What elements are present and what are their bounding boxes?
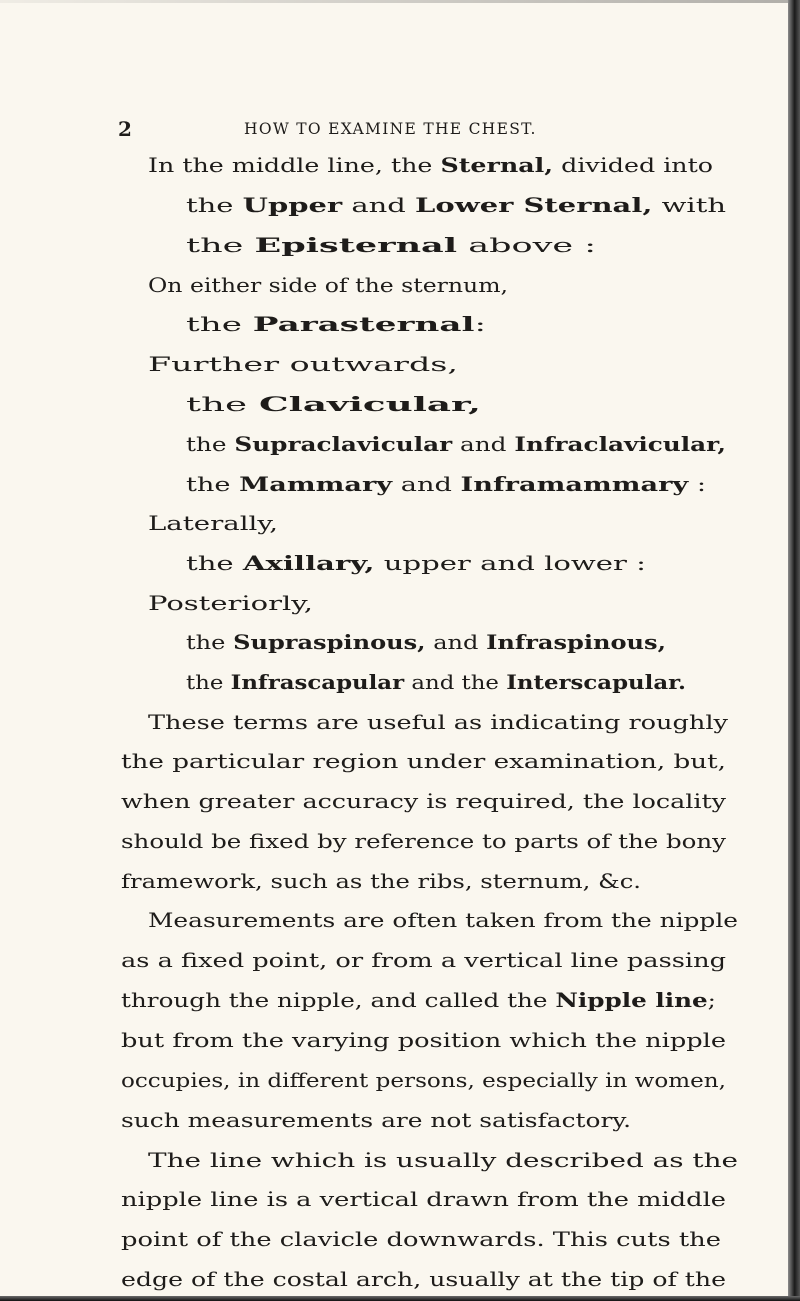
anatomical-term: Mammary xyxy=(239,472,393,496)
text-run: the xyxy=(186,392,259,416)
text-line xyxy=(121,1106,631,1134)
text-line xyxy=(121,747,726,775)
text-line xyxy=(186,668,686,696)
text-run: divided into xyxy=(553,153,714,177)
text-run: and xyxy=(425,630,487,654)
text-line xyxy=(186,390,481,418)
anatomical-term: Episternal xyxy=(254,233,458,257)
page-bottom-edge xyxy=(0,1296,800,1301)
text-run: the xyxy=(186,551,243,575)
anatomical-term: Axillary, xyxy=(242,551,375,575)
text-line xyxy=(186,549,646,577)
text-line xyxy=(121,867,641,895)
text-run: : xyxy=(688,472,707,496)
text-line xyxy=(121,1265,726,1293)
text-run: and xyxy=(342,193,416,217)
text-run: In the middle line, the xyxy=(148,153,441,177)
text-run: with xyxy=(652,193,727,217)
text-run: Further outwards, xyxy=(148,352,458,376)
text-line xyxy=(186,231,596,259)
text-line xyxy=(121,1066,726,1094)
text-run: such measurements are not satisfactory. xyxy=(121,1108,632,1132)
text-run: framework, such as the ribs, sternum, &c. xyxy=(121,869,642,893)
text-run: as a fixed point, or from a vertical line passing xyxy=(121,948,726,972)
text-run: the xyxy=(186,472,240,496)
text-run: and xyxy=(392,472,461,496)
text-run: and xyxy=(452,432,515,456)
text-run: the xyxy=(186,193,243,217)
text-line xyxy=(121,946,726,974)
text-line xyxy=(186,191,726,219)
text-run: Measurements are often taken from the nipple xyxy=(148,908,738,932)
text-line xyxy=(148,906,738,934)
text-run: and the xyxy=(404,670,507,694)
anatomical-term: Supraclavicular xyxy=(234,432,453,456)
text-run: On either side of the sternum, xyxy=(148,273,509,297)
anatomical-term: Infraspinous, xyxy=(486,630,666,654)
running-head: HOW TO EXAMINE THE CHEST. xyxy=(244,120,537,138)
text-run: edge of the costal arch, usually at the tip of the xyxy=(121,1267,726,1291)
text-line xyxy=(186,470,706,498)
text-line xyxy=(186,430,726,458)
text-run: Posteriorly, xyxy=(148,591,314,615)
text-line xyxy=(121,1185,726,1213)
text-line xyxy=(148,1146,738,1174)
text-run: the xyxy=(186,630,234,654)
anatomical-term: Upper xyxy=(242,193,343,217)
anatomical-term: Clavicular, xyxy=(258,392,481,416)
text-run: These terms are useful as indicating roughly xyxy=(148,710,728,734)
text-run: the xyxy=(186,432,235,456)
text-line xyxy=(121,986,716,1014)
text-run: point of the clavicle downwards. This cuts the xyxy=(121,1227,721,1251)
page-top-edge xyxy=(0,0,788,3)
page-number: 2 xyxy=(118,117,132,141)
text-run: upper and lower : xyxy=(374,551,647,575)
anatomical-term: Interscapular. xyxy=(506,670,686,694)
anatomical-term: Inframammary xyxy=(460,472,689,496)
text-run: nipple line is a vertical drawn from the middle xyxy=(121,1187,727,1211)
text-run: occupies, in different persons, especially in women, xyxy=(121,1068,726,1092)
anatomical-term: Supraspinous, xyxy=(233,630,426,654)
text-line xyxy=(121,1225,721,1253)
text-run: : xyxy=(474,312,486,336)
text-run: above : xyxy=(457,233,597,257)
text-run: should be fixed by reference to parts of the bony xyxy=(121,829,727,853)
text-line xyxy=(148,151,713,179)
text-run: but from the varying position which the nipple xyxy=(121,1028,727,1052)
text-run: the xyxy=(186,233,255,257)
text-line xyxy=(148,509,278,537)
text-line xyxy=(121,827,726,855)
text-run: the xyxy=(186,670,231,694)
text-run: the particular region under examination, but, xyxy=(121,749,727,773)
text-line xyxy=(148,708,728,736)
text-line xyxy=(121,1026,726,1054)
book-spine-edge xyxy=(788,0,800,1301)
text-line xyxy=(186,310,486,338)
anatomical-term: Parasternal xyxy=(252,312,475,336)
text-run: The line which is usually described as the xyxy=(148,1148,739,1172)
text-line xyxy=(148,271,508,299)
text-run: the xyxy=(186,312,253,336)
text-line xyxy=(148,589,313,617)
anatomical-term: Lower Sternal, xyxy=(415,193,653,217)
anatomical-term: Sternal, xyxy=(440,153,554,177)
text-run: ; xyxy=(707,988,716,1012)
text-run: through the nipple, and called the xyxy=(121,988,556,1012)
anatomical-term: Infrascapular xyxy=(230,670,405,694)
text-run: when greater accuracy is required, the locality xyxy=(121,789,726,813)
text-line xyxy=(186,628,666,656)
text-line xyxy=(148,350,458,378)
anatomical-term: Nipple line xyxy=(555,988,708,1012)
page-header xyxy=(0,117,790,141)
anatomical-term: Infraclavicular, xyxy=(514,432,727,456)
text-line xyxy=(121,787,726,815)
text-run: Laterally, xyxy=(148,511,278,535)
